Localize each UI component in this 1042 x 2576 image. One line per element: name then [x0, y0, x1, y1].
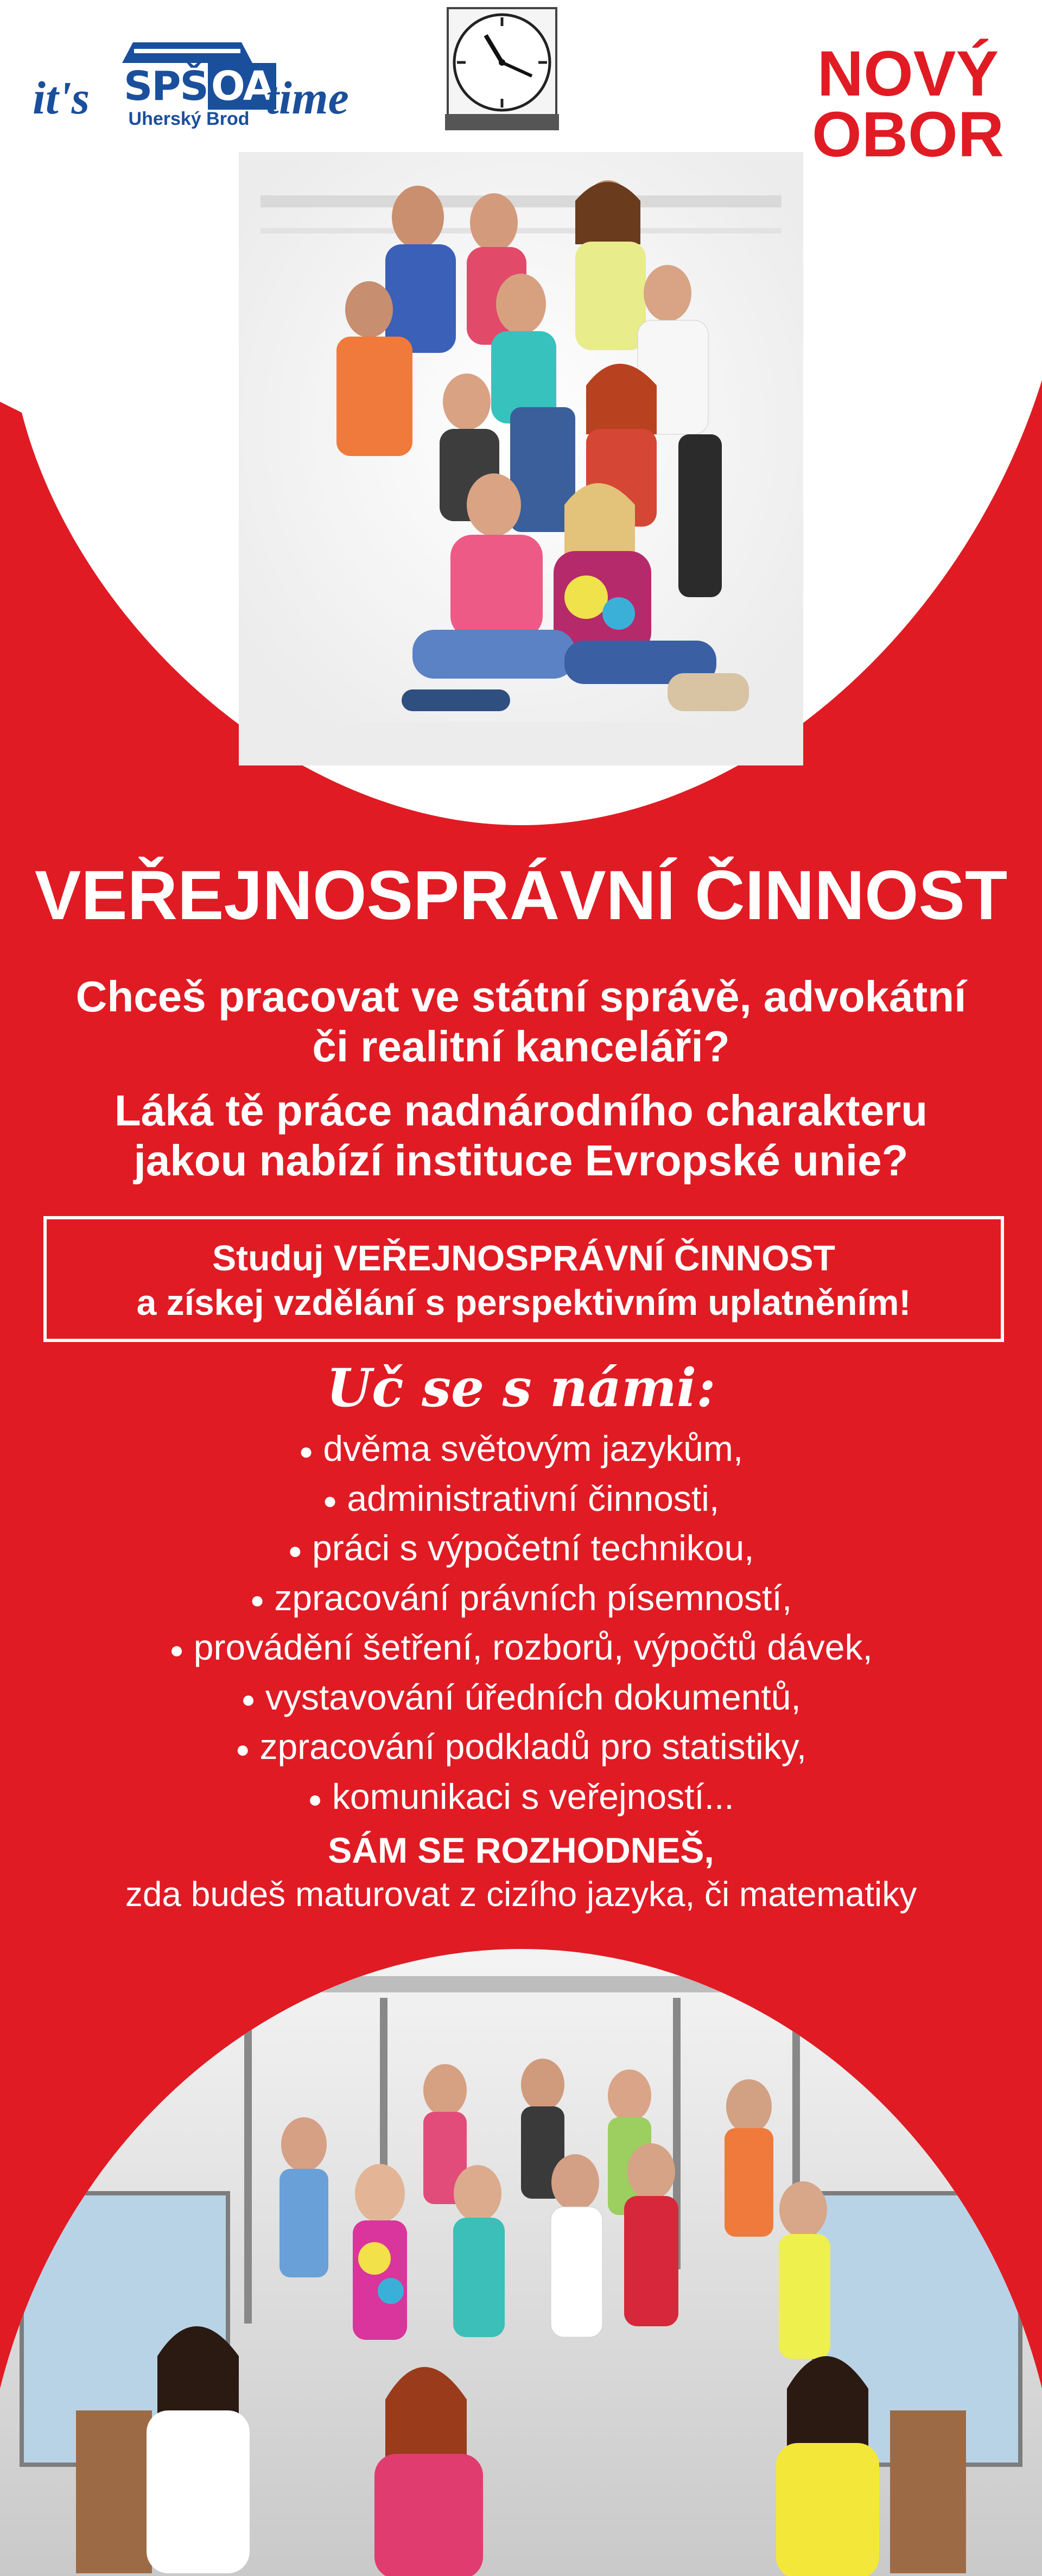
- logo-school-oa: OA: [208, 63, 276, 110]
- school-logo: [33, 33, 369, 141]
- logo-roof-icon: [122, 38, 252, 65]
- question-2: [0, 1086, 1042, 1186]
- logo-city: Uherský Brod: [128, 109, 250, 129]
- logo-school-text: SPŠ: [124, 63, 208, 110]
- list-item: ● provádění šetření, rozborů, výpočtů dávek,: [0, 1624, 1042, 1674]
- logo-school: [124, 63, 274, 110]
- question-2-line-1: Láká tě práce nadnárodního charakteru: [114, 1086, 928, 1135]
- list-item: ● dvěma světovým jazykům,: [0, 1425, 1042, 1475]
- question-1-line-1: Chceš pracovat ve státní správě, advokátní: [75, 972, 967, 1021]
- call-to-action-box: [43, 1216, 1004, 1342]
- badge-line-1: NOVÝ: [817, 38, 999, 110]
- logo-prefix: it's: [33, 72, 90, 124]
- new-field-badge: [812, 38, 1004, 170]
- decide-text: zda budeš maturovat z cizího jazyka, či matematiky: [125, 1875, 917, 1914]
- wall-clock-icon: [445, 5, 559, 130]
- logo-suffix: time: [266, 72, 349, 124]
- learn-heading: Uč se s námi:: [326, 1357, 716, 1419]
- program-title: VEŘEJNOSPRÁVNÍ ČINNOST: [34, 857, 1008, 934]
- question-1: [0, 972, 1042, 1072]
- cta-line-1: Studuj VEŘEJNOSPRÁVNÍ ČINNOST: [212, 1238, 835, 1278]
- question-2-line-2: jakou nabízí instituce Evropské unie?: [134, 1136, 908, 1185]
- list-item: ● komunikaci s veřejností...: [0, 1773, 1042, 1823]
- list-item: ● zpracování právních písemností,: [0, 1574, 1042, 1624]
- cta-line-2: a získej vzdělání s perspektivním uplatněním!: [136, 1282, 911, 1322]
- badge-line-2: OBOR: [812, 99, 1004, 170]
- skills-list: [0, 1425, 1042, 1823]
- decide-headline: SÁM SE ROZHODNEŠ,: [328, 1830, 714, 1870]
- list-item: ● vystavování úředních dokumentů,: [0, 1674, 1042, 1724]
- students-group-photo: [239, 152, 803, 765]
- students-stairs-photo: [0, 1965, 1042, 2576]
- list-item: ● práci s výpočetní technikou,: [0, 1524, 1042, 1574]
- list-item: ● administrativní činnosti,: [0, 1475, 1042, 1525]
- list-item: ● zpracování podkladů pro statistiky,: [0, 1723, 1042, 1773]
- question-1-line-2: či realitní kanceláři?: [312, 1022, 730, 1071]
